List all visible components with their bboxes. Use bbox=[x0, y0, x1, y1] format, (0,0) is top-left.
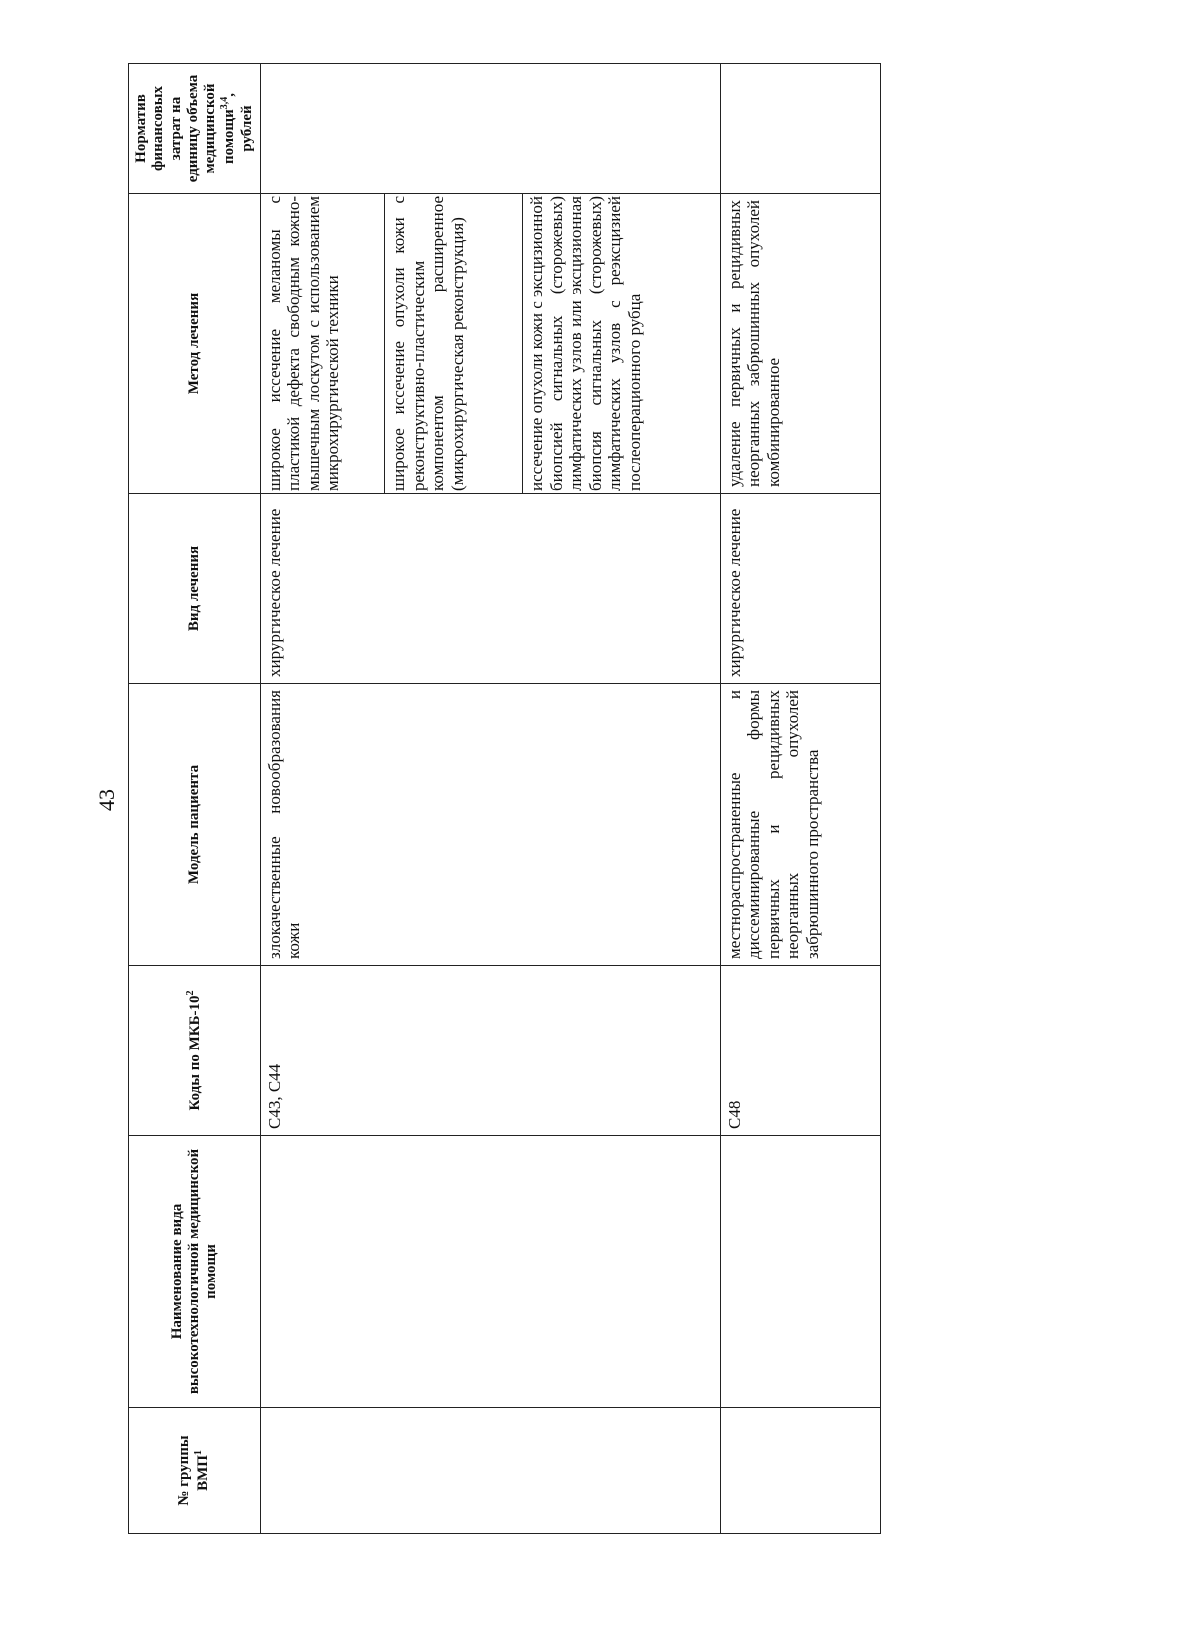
method-item: широкое иссечение опухоли кожи с реконструктивно-пластическим компонентом расширенное (микрохирургическая реконструкция) bbox=[385, 194, 523, 493]
cell-patient-model: местнораспространенные и диссеминированные формы первичных и рецидивных неорганных опухолей забрюшинного пространства bbox=[720, 684, 880, 966]
cell-cost bbox=[260, 64, 720, 194]
cell-icd-codes: C43, C44 bbox=[260, 966, 720, 1136]
header-row bbox=[129, 64, 261, 1534]
cell-treatment-type: хирургическое лечение bbox=[260, 494, 720, 684]
cell-group-no bbox=[720, 1408, 880, 1534]
header-patient-model: Модель пациента bbox=[129, 684, 261, 966]
header-group-no: № группы ВМП$^1$ bbox=[129, 1408, 261, 1534]
header-cost: Норматив финансовых затрат на единицу объема медицинской помощи$^{3,4}$, рублей bbox=[129, 64, 261, 194]
cell-group-no bbox=[260, 1408, 720, 1534]
method-item: иссечение опухоли кожи с эксцизионной биопсией сигнальных (сторожевых) лимфатических узлов или эксцизионная биопсия сигнальных (сторожевых) лимфатических узлов с реэксцизией послеоперационного рубца bbox=[527, 195, 644, 491]
cell-treatment-type: хирургическое лечение bbox=[720, 494, 880, 684]
method-item: широкое иссечение меланомы с пластикой дефекта свободным кожно-мышечным лоскутом с использованием микрохирургической техники bbox=[261, 194, 385, 493]
cell-methods bbox=[260, 194, 720, 494]
cell-care-type bbox=[720, 1136, 880, 1408]
cell-icd-codes: C48 bbox=[720, 966, 880, 1136]
header-treatment-type: Вид лечения bbox=[129, 494, 261, 684]
table-row bbox=[720, 64, 880, 1534]
cell-method: удаление первичных и рецидивных неорганных забрюшинных опухолей комбинированное bbox=[720, 194, 880, 494]
methods-list bbox=[261, 194, 720, 493]
table-row bbox=[260, 64, 720, 1534]
header-care-type: Наименование вида высокотехнологичной медицинской помощи bbox=[129, 1136, 261, 1408]
cell-care-type bbox=[260, 1136, 720, 1408]
header-method: Метод лечения bbox=[129, 194, 261, 494]
treatment-table bbox=[128, 63, 881, 1534]
cell-patient-model: злокачественные новообразования кожи bbox=[260, 684, 720, 966]
rotated-table-container bbox=[128, 64, 868, 1534]
header-icd-codes: Коды по МКБ-$10^2$ bbox=[129, 966, 261, 1136]
cell-cost bbox=[720, 64, 880, 194]
page-number: 43 bbox=[94, 789, 119, 811]
